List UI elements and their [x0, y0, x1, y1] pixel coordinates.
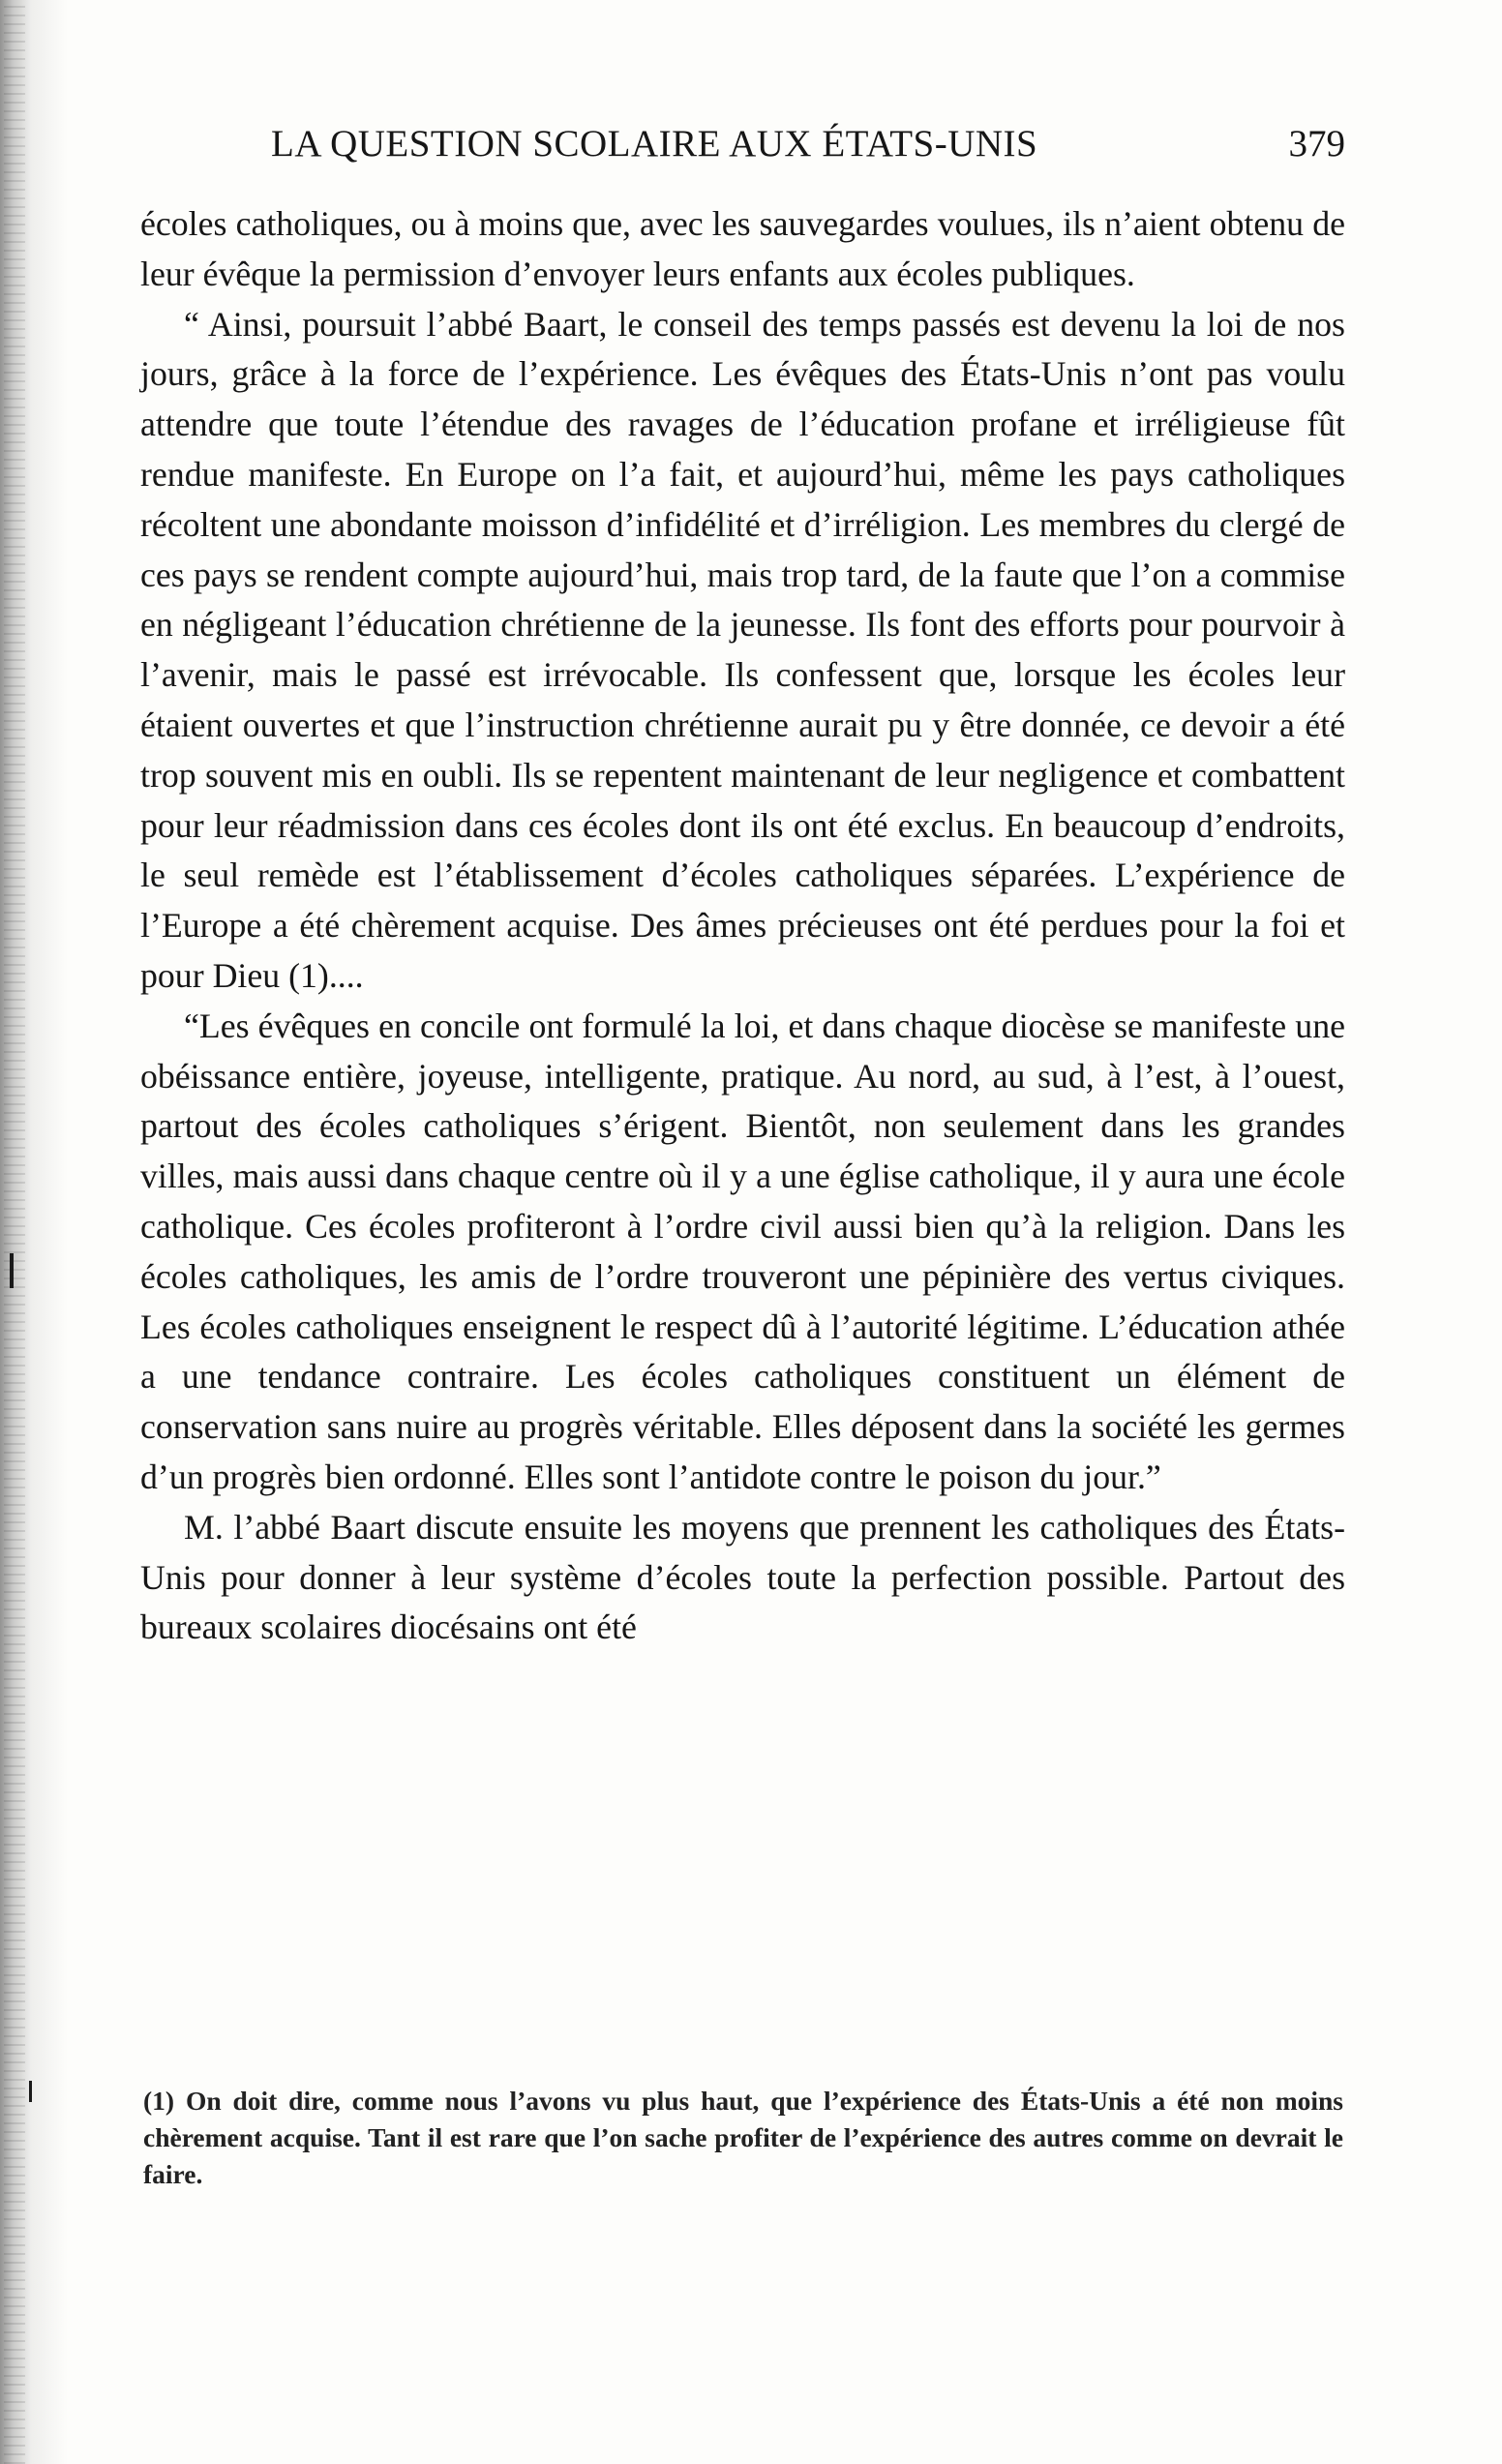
footnote-mark: (1): [143, 2086, 175, 2116]
paragraph-3: “Les évêques en concile ont formulé la loi, et dans chaque diocèse se manifeste une obéissance entière, joyeuse, intelligente, pratique. Au nord, au sud, à l’est, à l’ouest, partout des écoles catholiques s’érigent. Bientôt, non seulement dans les grandes villes, mais aussi dans chaque centre où il y a une église catholique, il y aura une école catholique. Ces écoles profiteront à l’ordre civil aussi bien qu’à la religion. Dans les écoles catholiques, les amis de l’ordre trouveront une pépinière des vertus civiques. Les écoles catholiques enseignent le respect dû à l’autorité légitime. L’éducation athée a une tendance contraire. Les écoles catholiques constituent un élément de conservation sans nuire au progrès véritable. Elles déposent dans la société les germes d’un progrès bien ordonné. Elles sont l’antidote contre le poison du jour.”: [140, 1006, 1345, 1496]
paragraph-4: M. l’abbé Baart discute ensuite les moyens que prennent les catholiques des États-Unis pour donner à leur système d’écoles toute la perfection possible. Partout des bureaux scolaires diocésains ont été: [140, 1507, 1345, 1647]
margin-tick-mark: [10, 1253, 14, 1288]
paragraph-1: écoles catholiques, ou à moins que, avec les sauvegardes voulues, ils n’aient obtenu de leur évêque la permission d’envoyer leurs enfants aux écoles publiques.: [140, 204, 1345, 293]
page-header: [271, 122, 1345, 180]
paragraph-2: “ Ainsi, poursuit l’abbé Baart, le conseil des temps passés est devenu la loi de nos jours, grâce à la force de l’expérience. Les évêques des États-Unis n’ont pas voulu attendre que toute l’étendue des ravages de l’éducation profane et irréligieuse fût rendue manifeste. En Europe on l’a fait, et aujourd’hui, même les pays catholiques récoltent une abondante moisson d’infidélité et d’irréligion. Les membres du clergé de ces pays se rendent compte aujourd’hui, mais trop tard, de la faute que l’on a commise en négligeant l’éducation chrétienne de la jeunesse. Ils font des efforts pour pourvoir à l’avenir, mais le passé est irrévocable. Ils confessent que, lorsque les écoles leur étaient ouvertes et que l’instruction chrétienne aurait pu y être donnée, ce devoir a été trop souvent mis en oubli. Ils se repentent maintenant de leur negligence et combattent pour leur réadmission dans ces écoles dont ils ont été exclus. En beaucoup d’endroits, le seul remède est l’établissement d’écoles catholiques séparées. L’expérience de l’Europe a été chèrement acquise. Des âmes précieuses ont été perdues pour la foi et pour Dieu (1)....: [140, 304, 1345, 995]
body-text: [140, 199, 1345, 1653]
binding-speckle: [4, 0, 25, 2464]
footnote-text: On doit dire, comme nous l’avons vu plus haut, que l’expérience des États-Unis a été non moins chèrement acquise. Tant il est rare que l’on sache profiter de l’expérience des autres comme on devrait le faire.: [143, 2086, 1343, 2189]
running-title: LA QUESTION SCOLAIRE AUX ÉTATS-UNIS: [271, 123, 1038, 165]
page-number: 379: [1288, 123, 1345, 165]
footnote: [143, 2083, 1343, 2193]
margin-tick-mark: [29, 2081, 32, 2102]
